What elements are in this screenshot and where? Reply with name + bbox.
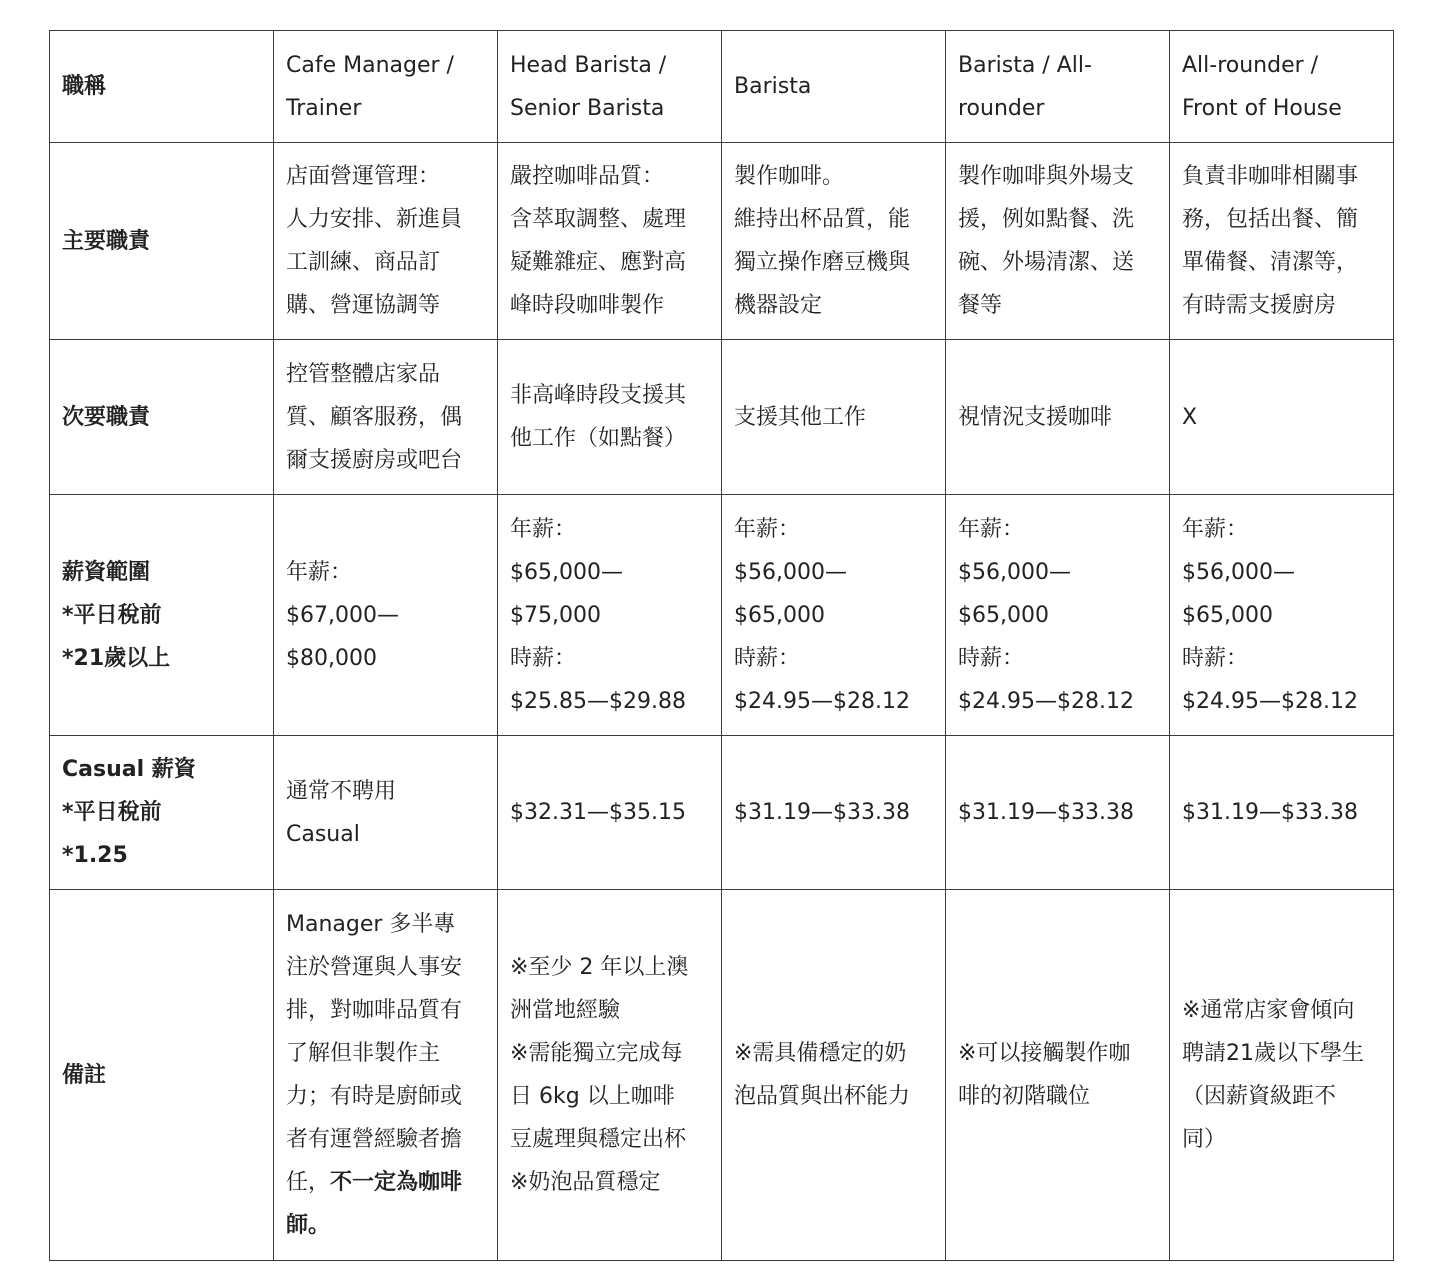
cell-casual-head-barista: $32.31—$35.15 xyxy=(498,736,722,890)
table-row-main-duties xyxy=(50,143,1394,340)
table-row-header xyxy=(50,31,1394,143)
row-label-secondary-duties: 次要職責 xyxy=(50,340,274,495)
row-label-notes: 備註 xyxy=(50,890,274,1261)
row-label-salary: 薪資範圍 *平日稅前 *21歲以上 xyxy=(50,495,274,736)
cell-main-barista-allrounder: 製作咖啡與外場支 援，例如點餐、洗 碗、外場清潔、送 餐等 xyxy=(946,143,1170,340)
cell-main-head-barista: 嚴控咖啡品質： 含萃取調整、處理 疑難雜症、應對高 峰時段咖啡製作 xyxy=(498,143,722,340)
row-label-casual: Casual 薪資 *平日稅前 *1.25 xyxy=(50,736,274,890)
cell-salary-head-barista: 年薪： $65,000— $75,000 時薪： $25.85—$29.88 xyxy=(498,495,722,736)
cell-salary-barista: 年薪： $56,000— $65,000 時薪： $24.95—$28.12 xyxy=(722,495,946,736)
cell-sec-barista-allrounder: 視情況支援咖啡 xyxy=(946,340,1170,495)
cell-main-manager: 店面營運管理： 人力安排、新進員 工訓練、商品訂 購、營運協調等 xyxy=(274,143,498,340)
cell-notes-front-of-house: ※通常店家會傾向 聘請21歲以下學生 （因薪資級距不 同） xyxy=(1170,890,1394,1261)
cell-casual-barista: $31.19—$33.38 xyxy=(722,736,946,890)
role-header-front-of-house: All-rounder / Front of House xyxy=(1170,31,1394,143)
row-label-main-duties: 主要職責 xyxy=(50,143,274,340)
cell-salary-barista-allrounder: 年薪： $56,000— $65,000 時薪： $24.95—$28.12 xyxy=(946,495,1170,736)
role-header-barista-allrounder: Barista / All- rounder xyxy=(946,31,1170,143)
table-row-casual xyxy=(50,736,1394,890)
cell-sec-barista: 支援其他工作 xyxy=(722,340,946,495)
role-header-manager: Cafe Manager / Trainer xyxy=(274,31,498,143)
table-row-secondary-duties xyxy=(50,340,1394,495)
cell-notes-barista: ※需具備穩定的奶 泡品質與出杯能力 xyxy=(722,890,946,1261)
notes-emphasis: 不一定為咖啡 xyxy=(330,1170,463,1195)
row-label-title: 職稱 xyxy=(50,31,274,143)
cell-casual-manager: 通常不聘用 Casual xyxy=(274,736,498,890)
cell-main-front-of-house: 負責非咖啡相關事 務，包括出餐、簡 單備餐、清潔等， 有時需支援廚房 xyxy=(1170,143,1394,340)
role-header-barista: Barista xyxy=(722,31,946,143)
table-row-notes xyxy=(50,890,1394,1261)
cell-sec-manager: 控管整體店家品 質、顧客服務，偶 爾支援廚房或吧台 xyxy=(274,340,498,495)
cell-casual-front-of-house: $31.19—$33.38 xyxy=(1170,736,1394,890)
role-header-head-barista: Head Barista / Senior Barista xyxy=(498,31,722,143)
cell-salary-front-of-house: 年薪： $56,000— $65,000 時薪： $24.95—$28.12 xyxy=(1170,495,1394,736)
cell-casual-barista-allrounder: $31.19—$33.38 xyxy=(946,736,1170,890)
notes-emphasis-end: 師。 xyxy=(286,1213,331,1238)
table-row-salary xyxy=(50,495,1394,736)
cell-main-barista: 製作咖啡。 維持出杯品質，能 獨立操作磨豆機與 機器設定 xyxy=(722,143,946,340)
cell-notes-manager: Manager 多半專 注於營運與人事安 排，對咖啡品質有 了解但非製作主 力；有時是廚師或 者有運營經驗者擔 任，不一定為咖啡 師。 xyxy=(274,890,498,1261)
cell-notes-head-barista: ※至少 2 年以上澳 洲當地經驗 ※需能獨立完成每 日 6kg 以上咖啡 豆處理與穩定出杯 ※奶泡品質穩定 xyxy=(498,890,722,1261)
cell-sec-head-barista: 非高峰時段支援其 他工作（如點餐） xyxy=(498,340,722,495)
cell-sec-front-of-house: X xyxy=(1170,340,1394,495)
table-wrapper xyxy=(49,30,1394,1261)
job-comparison-table xyxy=(49,30,1394,1261)
cell-salary-manager: 年薪： $67,000— $80,000 xyxy=(274,495,498,736)
cell-notes-barista-allrounder: ※可以接觸製作咖 啡的初階職位 xyxy=(946,890,1170,1261)
